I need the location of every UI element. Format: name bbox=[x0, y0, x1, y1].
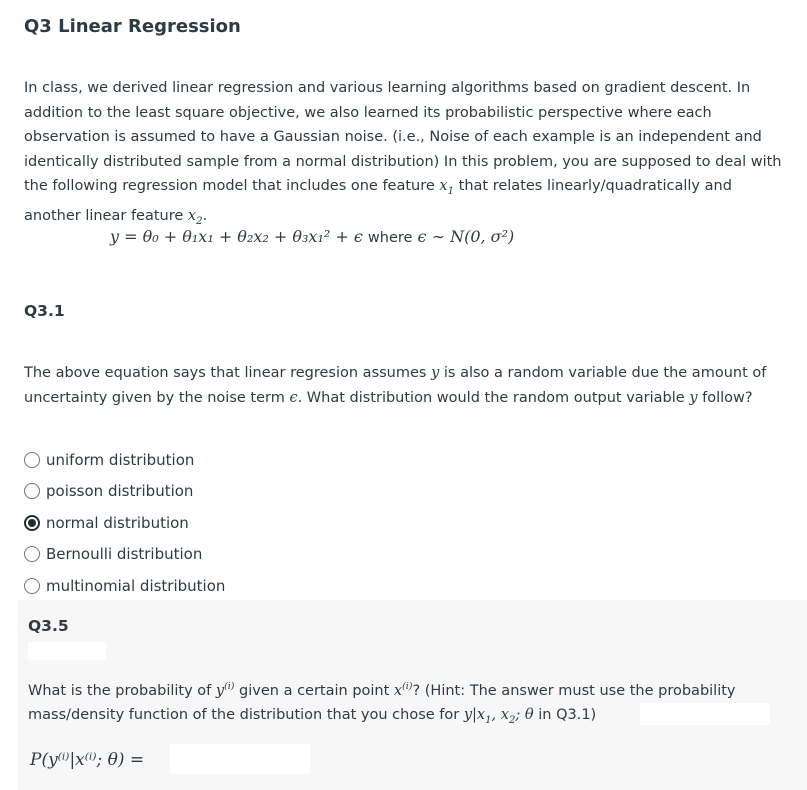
intro-text: In class, we derived linear regression and various learning algorithms based on gradient descent. In addition to the least square objective, we also learned its probabilistic perspective where each observation is assumed to have a Gaussian noise. (i.e., Noise of each example is an independent and identically distributed sample from a normal distribution) In this problem, you are supposed to deal with the following regression model that includes one feature bbox=[24, 80, 782, 194]
hidden-field bbox=[28, 642, 106, 660]
hidden-field bbox=[640, 703, 770, 725]
option-normal[interactable] bbox=[24, 507, 225, 539]
option-label: Bernoulli distribution bbox=[46, 545, 203, 564]
radio-button-selected[interactable] bbox=[24, 515, 40, 531]
q35-text-c: ? (Hint: The answer must use the probability mass/density function of the distribution that you chose for bbox=[28, 682, 736, 724]
option-label: multinomial distribution bbox=[46, 576, 226, 595]
hidden-field bbox=[24, 328, 100, 346]
intro-mid-text: that relates linearly/quadratically and another linear feature bbox=[24, 178, 732, 225]
q35-text-a: What is the probability of bbox=[28, 682, 212, 699]
hidden-field bbox=[24, 44, 112, 62]
q35-heading: Q3.5 bbox=[28, 617, 69, 635]
q35-text-d: in Q3.1) bbox=[538, 707, 597, 724]
option-uniform[interactable] bbox=[24, 444, 225, 476]
var-y: y bbox=[431, 365, 440, 381]
regression-equation bbox=[110, 227, 514, 246]
q31-question bbox=[24, 361, 784, 410]
q35-text-b: given a certain point bbox=[239, 682, 390, 699]
intro-end: . bbox=[202, 208, 208, 225]
equation-where: where bbox=[367, 230, 413, 246]
option-label: normal distribution bbox=[46, 513, 189, 532]
radio-button[interactable] bbox=[24, 546, 40, 562]
option-multinomial[interactable] bbox=[24, 570, 225, 602]
answer-expression: P(y⁽ⁱ⁾|x⁽ⁱ⁾; θ) = bbox=[30, 750, 145, 770]
var-xi: $x^{(i)}$ bbox=[393, 681, 413, 699]
intro-paragraph bbox=[24, 76, 784, 235]
option-poisson[interactable] bbox=[24, 476, 225, 508]
feature-x1: $x_1$ bbox=[439, 178, 455, 197]
equation-rhs: ϵ ∼ N(0, σ²) bbox=[417, 227, 515, 246]
feature-x2: $x_2$ bbox=[187, 208, 203, 228]
distribution-options bbox=[24, 444, 225, 602]
var-y: y bbox=[689, 389, 698, 406]
var-yi: $y^{(i)}$ bbox=[215, 681, 235, 699]
option-label: uniform distribution bbox=[46, 450, 195, 469]
q31-text-a: The above equation says that linear regresion assumes bbox=[24, 365, 427, 381]
option-bernoulli[interactable] bbox=[24, 539, 225, 571]
var-conditional: $y|x_1$, $x_2$; θ bbox=[463, 707, 534, 727]
radio-button[interactable] bbox=[24, 452, 40, 468]
option-label: poisson distribution bbox=[46, 482, 194, 501]
q31-heading: Q3.1 bbox=[24, 302, 65, 320]
radio-button[interactable] bbox=[24, 483, 40, 499]
q31-text-c: . What distribution would the random output variable bbox=[297, 389, 685, 406]
question-title: Q3 Linear Regression bbox=[24, 16, 241, 37]
answer-input-area[interactable] bbox=[170, 744, 310, 774]
radio-button[interactable] bbox=[24, 578, 40, 594]
q31-text-d: follow? bbox=[702, 389, 753, 406]
equation-lhs: y = θ₀ + θ₁x₁ + θ₂x₂ + θ₃x₁² + ϵ bbox=[110, 227, 363, 246]
var-epsilon: ϵ bbox=[289, 389, 298, 406]
q31-text-b: is also a random variable due the amount of uncertainty given by the noise term bbox=[24, 365, 767, 406]
